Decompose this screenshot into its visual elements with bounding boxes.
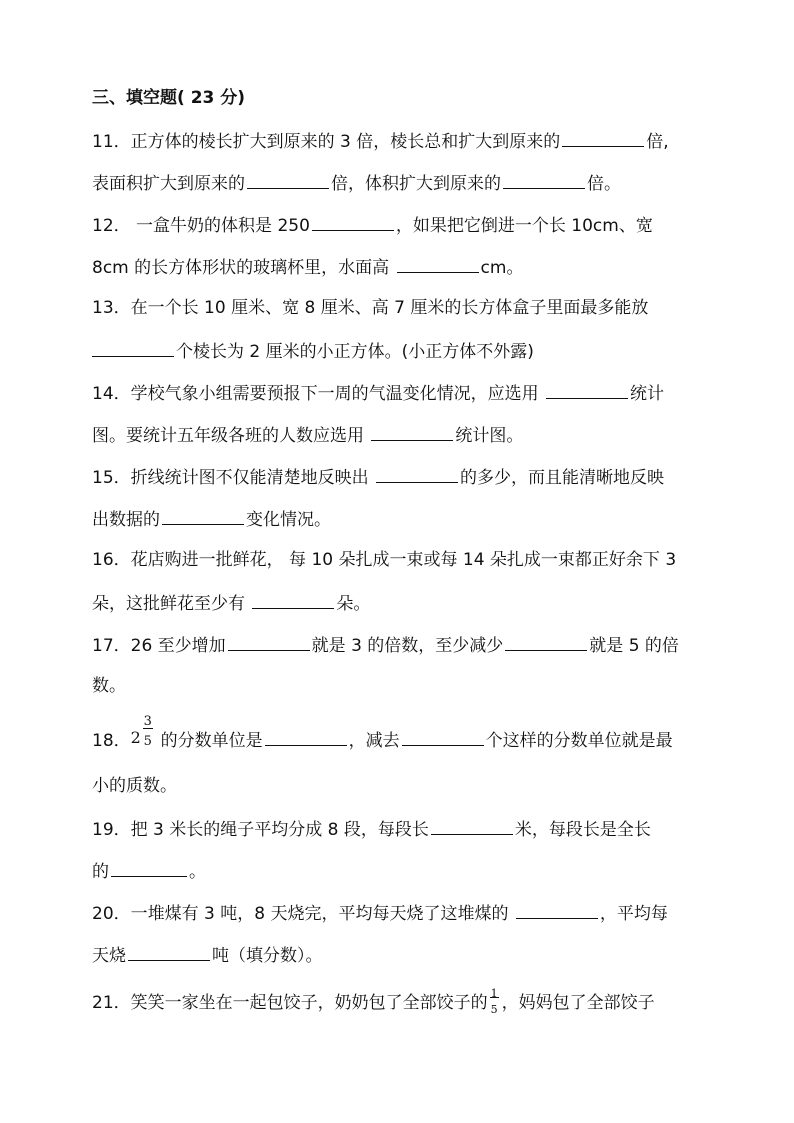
q18-text-b: 的分数单位是: [160, 731, 263, 751]
simple-fraction: [488, 984, 502, 1016]
question-12-line-2: [92, 254, 523, 280]
q16-text-a: 16．花店购进一批鲜花， 每 10 朵扎成一束或每 14 朵扎成一束都正好余下 3: [92, 550, 677, 570]
q19-text-a: 19．把 3 米长的绳子平均分成 8 段，每段长: [92, 820, 429, 840]
question-20-line-2: [92, 942, 323, 968]
question-15-line-2: [92, 506, 331, 532]
q12-text-c: 8cm 的长方体形状的玻璃杯里，水面高: [92, 258, 390, 278]
q15-text-d: 变化情况。: [246, 510, 331, 530]
q11-blank-2[interactable]: [247, 170, 329, 189]
q12-text-b: ，如果把它倒进一个长 10cm、宽: [395, 216, 653, 236]
q17-text-c: 就是 5 的倍: [589, 636, 679, 656]
q12-blank-2[interactable]: [397, 254, 479, 273]
q18-blank-2[interactable]: [402, 727, 484, 746]
fraction-whole: 2: [130, 728, 141, 747]
q19-text-c: 的: [92, 862, 109, 882]
q16-blank-1[interactable]: [252, 590, 334, 609]
question-12-line-1: [92, 212, 653, 238]
question-13-line-2: [92, 338, 534, 364]
question-16-line-1: [92, 548, 676, 572]
q18-text-e: 小的质数。: [92, 776, 177, 796]
q20-blank-2[interactable]: [128, 942, 210, 961]
q20-text-b: ，平均每: [599, 904, 668, 924]
question-20-line-1: [92, 900, 668, 926]
q14-blank-2[interactable]: [371, 422, 453, 441]
q20-text-c: 天烧: [92, 946, 126, 966]
q19-blank-2[interactable]: [111, 858, 187, 877]
q14-text-a: 14．学校气象小组需要预报下一周的气温变化情况，应选用: [92, 384, 539, 404]
q14-text-d: 统计图。: [455, 426, 524, 446]
q18-text-a: 18．: [92, 731, 131, 751]
q19-blank-1[interactable]: [431, 816, 513, 835]
question-14-line-2: [92, 422, 523, 448]
mixed-fraction: [130, 714, 161, 749]
question-11-line-2: [92, 170, 621, 196]
question-19-line-2: [92, 858, 206, 884]
question-18-line-1: [92, 714, 673, 753]
q11-text-a: 11．正方体的棱长扩大到原来的 3 倍，棱长总和扩大到原来的: [92, 132, 561, 152]
q14-blank-1[interactable]: [546, 380, 628, 399]
q11-blank-1[interactable]: [562, 128, 644, 147]
q13-text-b: 个棱长为 2 厘米的小正方体。(小正方体不外露): [176, 342, 534, 362]
q17-blank-1[interactable]: [228, 632, 310, 651]
q13-blank-1[interactable]: [92, 338, 174, 357]
question-19-line-1: [92, 816, 651, 842]
q20-blank-1[interactable]: [516, 900, 598, 919]
q15-text-b: 的多少，而且能清晰地反映: [460, 468, 665, 488]
q16-text-b: 朵，这批鲜花至少有: [92, 594, 245, 614]
question-14-line-1: [92, 380, 664, 406]
fraction-denominator: 5: [143, 734, 152, 749]
q17-blank-2[interactable]: [505, 632, 587, 651]
q14-text-b: 统计: [630, 384, 665, 404]
q19-text-d: 。: [189, 862, 206, 882]
q21-text-a: 21．笑笑一家坐在一起包饺子，奶奶包了全部饺子的: [92, 993, 488, 1013]
q17-text-b: 就是 3 的倍数，至少减少: [311, 636, 504, 656]
fraction-bar: [143, 728, 153, 729]
q11-blank-3[interactable]: [503, 170, 585, 189]
q18-blank-1[interactable]: [265, 727, 347, 746]
q15-text-a: 15．折线统计图不仅能清楚地反映出: [92, 468, 369, 488]
question-16-line-2: [92, 590, 370, 616]
q11-text-e: 倍。: [587, 174, 621, 194]
q11-text-d: 倍，体积扩大到原来的: [331, 174, 501, 194]
q12-text-d: cm。: [480, 258, 524, 278]
fraction-numerator: 3: [143, 714, 152, 729]
question-11-line-1: [92, 128, 669, 154]
q20-text-a: 20．一堆煤有 3 吨，8 天烧完，平均每天烧了这堆煤的: [92, 904, 509, 924]
q16-text-c: 朵。: [336, 594, 371, 614]
question-18-line-2: [92, 774, 177, 798]
q11-text-b: 倍,: [646, 132, 669, 152]
question-13-line-1: [92, 296, 648, 320]
q15-text-c: 出数据的: [92, 510, 160, 530]
q15-blank-1[interactable]: [376, 464, 458, 483]
question-17-line-2: [92, 674, 126, 698]
section-title: 三、填空题( 23 分): [92, 88, 246, 108]
q18-text-d: 个这样的分数单位就是最: [485, 731, 673, 751]
q17-text-a: 17．26 至少增加: [92, 636, 226, 656]
q21-text-b: ，妈妈包了全部饺子: [501, 993, 655, 1013]
q18-text-c: ，减去: [348, 731, 400, 751]
fraction-numerator: 1: [490, 987, 498, 1000]
question-15-line-1: [92, 464, 664, 490]
q11-text-c: 表面积扩大到原来的: [92, 174, 245, 194]
q20-text-d: 吨（填分数）。: [212, 946, 323, 966]
q19-text-b: 米，每段长是全长: [514, 820, 651, 840]
q12-blank-1[interactable]: [312, 212, 394, 231]
question-17-line-1: [92, 632, 679, 658]
q15-blank-2[interactable]: [162, 506, 244, 525]
q12-text-a: 12． 一盒牛奶的体积是 250: [92, 216, 310, 236]
fraction-denominator: 5: [490, 1003, 498, 1016]
q14-text-c: 图。要统计五年级各班的人数应选用: [92, 426, 364, 446]
q17-text-d: 数。: [92, 676, 126, 696]
question-21-line-1: [92, 984, 655, 1015]
q13-text-a: 13．在一个长 10 厘米、宽 8 厘米、高 7 厘米的长方体盒子里面最多能放: [92, 298, 649, 318]
